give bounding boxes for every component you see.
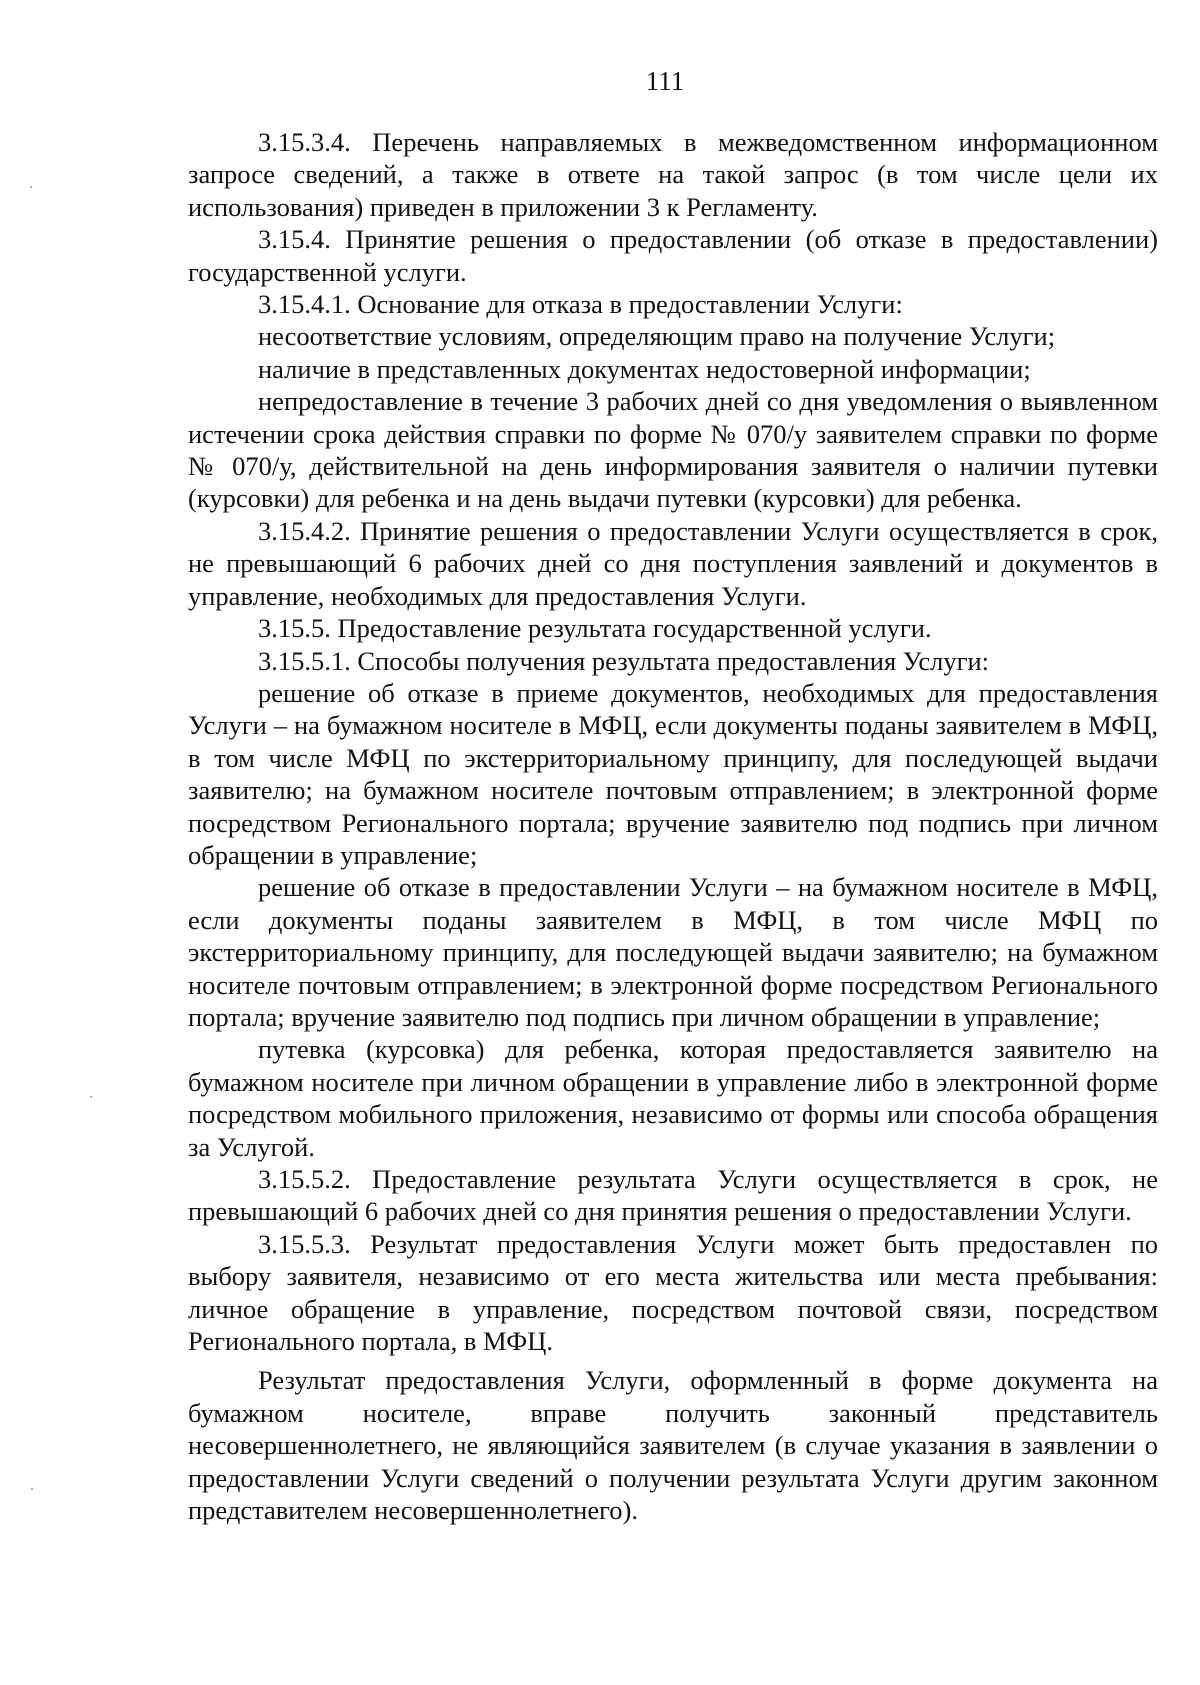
result-method-1: решение об отказе в приеме документов, необходимых для предоставления Услуги – на бумажном носителе в МФЦ, если документы поданы заявителем в МФЦ, в том числе МФЦ по экстерриториальному принципу, для последующей выдачи заявителю; на бумажном носителе почтовым отправлением; в электронной форме посредством Регионального портала; вручение заявителю под подпись при личном обращении в управление; bbox=[188, 677, 1158, 870]
paragraph-legal-representative: Результат предоставления Услуги, оформленный в форме документа на бумажном носителе, вправе получить законный представитель несовершеннолетнего, не являющийся заявителем (в случае указания в заявлении о предоставлении Услуги сведений о получении результата Услуги другим законном представителем несовершеннолетнего). bbox=[188, 1365, 1158, 1526]
paragraph-3-15-5-3: 3.15.5.3. Результат предоставления Услуги может быть предоставлен по выбору заявителя, независимо от его места жительства или места пребывания: личное обращение в управление, посредством почтовой связи, посредством Регионального портала, в МФЦ. bbox=[188, 1228, 1158, 1357]
refusal-reason-2: наличие в представленных документах недостоверной информации; bbox=[258, 353, 1031, 384]
scan-dust-mark bbox=[31, 1488, 33, 1490]
refusal-reason-1: несоответствие условиям, определяющим право на получение Услуги; bbox=[258, 321, 1056, 352]
scan-dust-mark bbox=[30, 186, 32, 188]
scan-dust-mark bbox=[90, 1096, 92, 1098]
result-method-2: решение об отказе в предоставлении Услуги – на бумажном носителе в МФЦ, если документы поданы заявителем в МФЦ, в том числе МФЦ по экстерриториальному принципу, для последующей выдачи заявителю; на бумажном носителе почтовым отправлением; в электронной форме посредством Регионального портала; вручение заявителю под подпись при личном обращении в управление; bbox=[188, 872, 1158, 1032]
paragraph-3-15-5-2: 3.15.5.2. Предоставление результата Услуги осуществляется в срок, не превышающий 6 рабочих дней со дня принятия решения о предоставлении Услуги. bbox=[188, 1164, 1158, 1227]
document-body bbox=[188, 126, 1158, 1526]
page-number: 111 bbox=[645, 66, 685, 96]
paragraph-3-15-3-4: 3.15.3.4. Перечень направляемых в межведомственном информационном запросе сведений, а также в ответе на такой запрос (в том числе цели их использования) приведен в приложении 3 к Регламенту. bbox=[188, 127, 1158, 222]
result-method-3: путевка (курсовка) для ребенка, которая предоставляется заявителю на бумажном носителе при личном обращении в управление либо в электронной форме посредством мобильного приложения, независимо от формы или способа обращения за Услугой. bbox=[188, 1034, 1158, 1162]
paragraph-3-15-4-2: 3.15.4.2. Принятие решения о предоставлении Услуги осуществляется в срок, не превышающий 6 рабочих дней со дня поступления заявлений и документов в управление, необходимых для предоставления Услуги. bbox=[188, 515, 1158, 611]
paragraph-3-15-4: 3.15.4. Принятие решения о предоставлении (об отказе в предоставлении) государственной услуги. bbox=[188, 224, 1158, 287]
refusal-reason-3: непредоставление в течение 3 рабочих дней со дня уведомления о выявленном истечении срока действия справки по форме № 070/у заявителем справки по форме № 070/у, действительной на день информирования заявителя о наличии путевки (курсовки) для ребенка и на день выдачи путевки (курсовки) для ребенка. bbox=[188, 386, 1158, 514]
paragraph-3-15-5: 3.15.5. Предоставление результата государственной услуги. bbox=[258, 613, 932, 644]
paragraph-3-15-4-1: 3.15.4.1. Основание для отказа в предоставлении Услуги: bbox=[258, 289, 903, 320]
paragraph-3-15-5-1: 3.15.5.1. Способы получения результата предоставления Услуги: bbox=[258, 645, 990, 676]
